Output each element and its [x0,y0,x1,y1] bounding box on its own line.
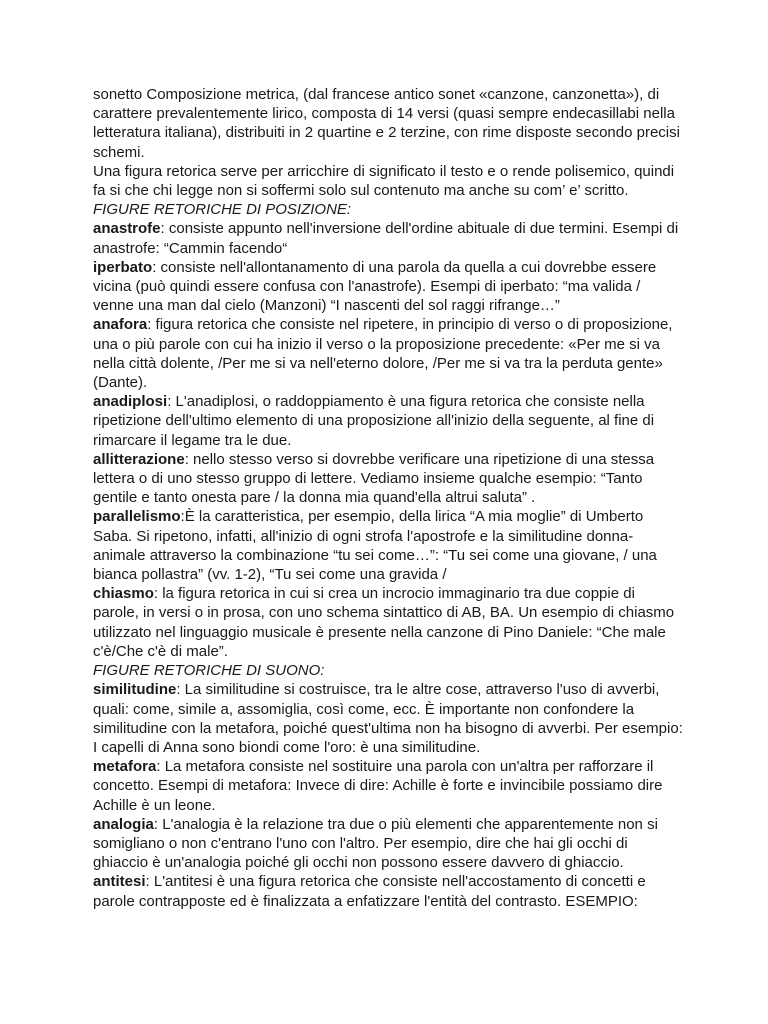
term-anafora: anafora [93,316,148,334]
term-metafora: metafora [93,758,157,776]
entry-parallelismo [93,507,683,584]
entry-allitterazione [93,450,683,508]
entry-chiasmo [93,584,683,661]
sonetto-paragraph: sonetto Composizione metrica, (dal francese antico sonet «canzone, canzonetta»), di carattere prevalentemente lirico, composta di 14 versi (quasi sempre endecasillabi nella letteratura italiana), distribuiti in 2 quartine e 2 terzine, con rime disposte secondo precisi schemi. [93,86,680,161]
term-iperbato: iperbato [93,258,153,276]
heading-suono: FIGURE RETORICHE DI SUONO: [93,662,325,680]
definition-metafora: : La metafora consiste nel sostituire una parola con un'altra per rafforzare il concetto. Esempi di metafora: Invece di dire: Achille è forte e invincibile possiamo dire Achille è un leone. [93,758,663,814]
term-allitterazione: allitterazione [93,450,185,468]
definition-parallelismo: :È la caratteristica, per esempio, della lirica “A mia moglie” di Umberto Saba. Si ripetono, infatti, all'inizio di ogni strofa l'apostrofe e la similitudine donna-animale attraverso la combinazione “tu sei come…”: “Tu sei come una giovane, / una bianca pollastra” (vv. 1-2), “Tu sei come una gravida / [93,508,657,584]
term-parallelismo: parallelismo [93,508,181,526]
entry-antitesi [93,872,683,910]
definition-antitesi: : L'antitesi è una figura retorica che consiste nell'accostamento di concetti e parole contrapposte ed è finalizzata a enfatizzare l'entità del contrasto. ESEMPIO: [93,873,646,910]
entry-analogia [93,815,683,873]
term-anastrofe: anastrofe [93,220,161,238]
entry-anastrofe [93,219,683,257]
figura-retorica-paragraph: Una figura retorica serve per arricchire di significato il testo e o rende polisemico, quindi fa si che chi legge non si soffermi solo sul contenuto ma anche su com’ e’ scritto. [93,162,675,200]
entry-similitudine [93,680,683,757]
heading-posizione: FIGURE RETORICHE DI POSIZIONE: [93,201,352,219]
document-page [93,85,683,911]
entry-anafora [93,315,683,392]
definition-similitudine: : La similitudine si costruisce, tra le altre cose, attraverso l'uso di avverbi, quali: come, simile a, assomiglia, così come, ecc. È importante non confondere la similitudine con la metafora, poiché quest'ultima non ha bisogno di avverbi. Per esempio: I capelli di Anna sono biondi come l'oro: è una similitudine. [93,681,683,756]
definition-anadiplosi: : L'anadiplosi, o raddoppiamento è una figura retorica che consiste nella ripetizione dell'ultimo elemento di una proposizione all'inizio della seguente, al fine di rimarcare il legame tra le due. [93,393,655,449]
term-analogia: analogia [93,815,154,833]
definition-analogia: : L'analogia è la relazione tra due o più elementi che apparentemente non si somigliano o non c'entrano l'uno con l'altro. Per esempio, dire che hai gli occhi di ghiaccio è un'analogia poiché gli occhi non possono essere davvero di ghiaccio. [93,815,658,872]
term-anadiplosi: anadiplosi [93,393,168,411]
definition-anafora: : figura retorica che consiste nel ripetere, in principio di verso o di proposizione, una o più parole con cui ha inizio il verso o la proposizione precedente: «Per me si va nella città dolente, /Per me si va nell'eterno dolore, /Per me si va tra la perduta gente» (Dante). [93,316,673,392]
term-chiasmo: chiasmo [93,585,154,603]
entry-iperbato [93,258,683,316]
term-antitesi: antitesi [93,873,146,891]
entry-anadiplosi [93,392,683,450]
entry-metafora [93,757,683,815]
definition-allitterazione: : nello stesso verso si dovrebbe verificare una ripetizione di una stessa lettera o di uno stesso gruppo di lettere. Vediamo insieme qualche esempio: “Tanto gentile e tanto onesta pare / la donna mia quand'ella altrui saluta” . [93,450,655,507]
term-similitudine: similitudine [93,681,177,699]
definition-anastrofe: : consiste appunto nell'inversione dell'ordine abituale di due termini. Esempi di anastrofe: “Cammin facendo“ [93,220,679,257]
definition-chiasmo: : la figura retorica in cui si crea un incrocio immaginario tra due coppie di parole, in versi o in prosa, con uno schema sintattico di AB, BA. Un esempio di chiasmo utilizzato nel linguaggio musicale è presente nella canzone di Pino Daniele: “Che male c'è/Che c'è di male”. [93,585,675,660]
definition-iperbato: : consiste nell'allontanamento di una parola da quella a cui dovrebbe essere vicina (può quindi essere confusa con l'anastrofe). Esempi di iperbato: “ma valida / venne una man dal cielo (Manzoni) “I nascenti del sol raggi rifrange…” [93,258,657,315]
